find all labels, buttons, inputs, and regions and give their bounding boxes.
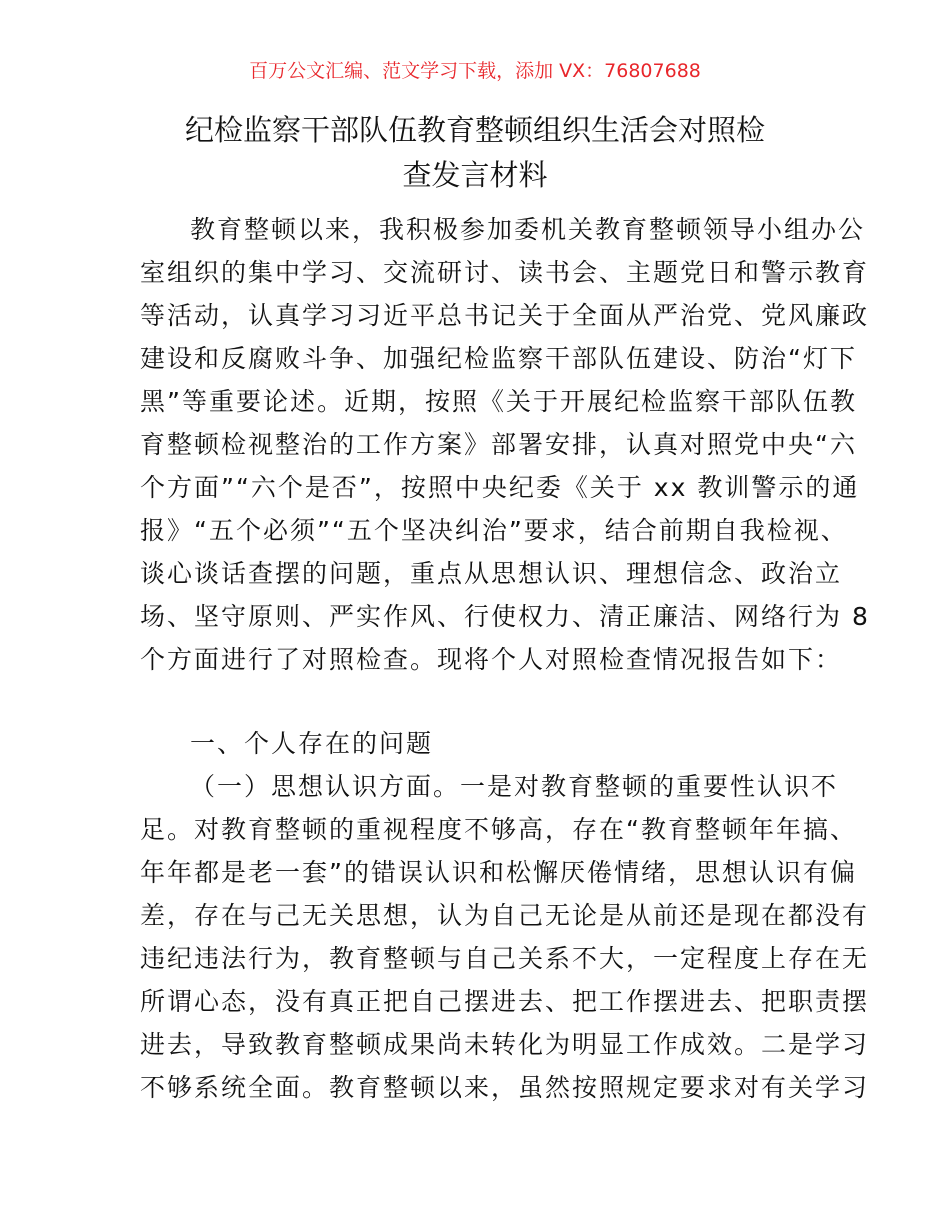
body-text-line: 等活动，认真学习习近平总书记关于全面从严治党、党风廉政: [140, 301, 870, 330]
body-text-line: 室组织的集中学习、交流研讨、读书会、主题党日和警示教育: [140, 258, 870, 287]
body-text-line: 所谓心态，没有真正把自己摆进去、把工作摆进去、把职责摆: [140, 987, 870, 1016]
document-title: [0, 108, 950, 198]
body-text-line: 报》“五个必须”“五个坚决纠治”要求，结合前期自我检视、: [140, 516, 848, 545]
body-text-line: 黑”等重要论述。近期，按照《关于开展纪检监察干部队伍教: [140, 387, 857, 416]
body-text-line: 育整顿检视整治的工作方案》部署安排，认真对照党中央“六: [140, 430, 857, 459]
body-text-line: 违纪违法行为，教育整顿与自己关系不大，一定程度上存在无: [140, 944, 870, 973]
document-title-line-1: 纪检监察干部队伍教育整顿组织生活会对照检: [184, 113, 765, 147]
body-text-line: 教育整顿以来，我积极参加委机关教育整顿领导小组办公: [190, 215, 866, 244]
body-text-line: 场、坚守原则、严实作风、行使权力、清正廉洁、网络行为 8: [140, 602, 870, 631]
body-text-line: 个方面”“六个是否”，按照中央纪委《关于 xx 教训警示的通: [140, 473, 860, 502]
body-text-line: （一）思想认识方面。一是对教育整顿的重要性认识不: [190, 772, 839, 801]
document-body: [0, 208, 870, 1109]
body-text-line: 建设和反腐败斗争、加强纪检监察干部队伍建设、防治“灯下: [140, 344, 857, 373]
body-text-line: 差，存在与己无关思想，认为自己无论是从前还是现在都没有: [140, 901, 870, 930]
body-text-line: 谈心谈话查摆的问题，重点从思想认识、理想信念、政治立: [140, 559, 843, 588]
body-text-line: 进去，导致教育整顿成果尚未转化为明显工作成效。二是学习: [140, 1030, 870, 1059]
body-text-line: 个方面进行了对照检查。现将个人对照检查情况报告如下：: [140, 645, 843, 674]
body-text-line: 不够系统全面。教育整顿以来，虽然按照规定要求对有关学习: [140, 1073, 870, 1102]
document-title-line-2: 查发言材料: [402, 158, 548, 192]
section-heading: 一、个人存在的问题: [190, 729, 434, 758]
watermark-banner: 百万公文汇编、范文学习下载，添加 VX：76807688: [249, 60, 701, 82]
body-text-line: 足。对教育整顿的重视程度不够高，存在“教育整顿年年搞、: [140, 815, 857, 844]
body-text-line: 年年都是老一套”的错误认识和松懈厌倦情绪，思想认识有偏: [140, 858, 857, 887]
